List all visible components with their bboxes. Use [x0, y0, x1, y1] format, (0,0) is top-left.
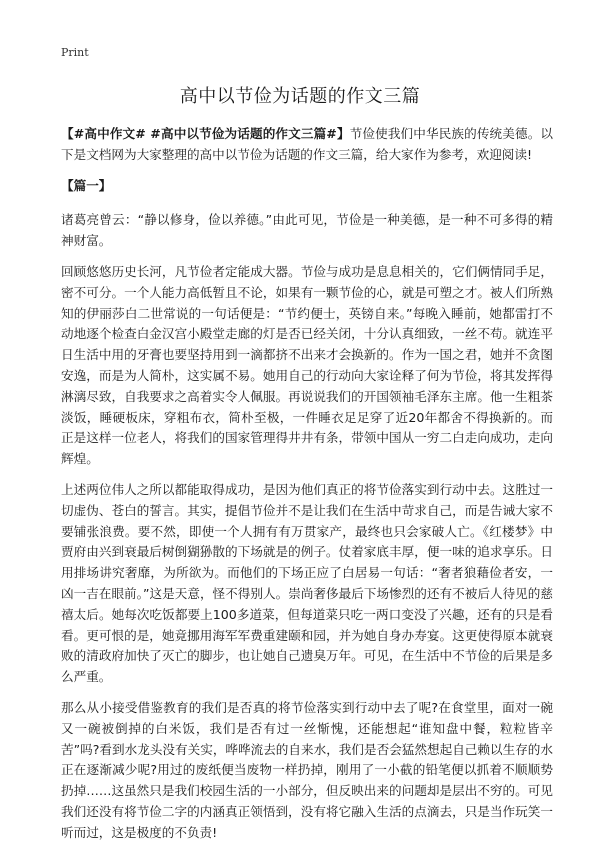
print-link[interactable]: Print — [61, 46, 89, 59]
intro-tags: 【#高中作文# #高中以节俭为话题的作文三篇#】 — [61, 126, 350, 141]
section-heading: 【篇一】 — [61, 177, 112, 193]
paragraph: 那么从小接受借鉴教育的我们是否真的将节俭落实到行动中去了呢?在食堂里，面对一碗又一碗被倒掉的白米饭，我们是否有过一丝惭愧，还能想起“谁知盘中餐，粒粒皆辛苦”吗?看到水龙头没有关实，哗哗流去的自来水，我们是否会猛然想起自己赖以生存的水正在逐渐减少呢?用过的废纸便当废物一样扔掉，刚用了一小截的铅笔便以抓着不顺顺势扔掉……这虽然只是我们校园生活的一小部分，但反映出来的问题却是层出不穷的。可见我们还没有将节俭二字的内涵真正领悟到，没有将它融入生活的点滴去，只是当作玩笑一听而过，这是极度的不负责! — [61, 699, 553, 840]
intro-text: 节俭使我们中华民族的传统美德。以下是文档网为大家整理的高中以节俭为话题的作文三篇，给大家作为参考，欢迎阅读! — [61, 126, 554, 162]
intro-paragraph — [61, 124, 553, 166]
paragraph: 回顾悠悠历史长河，凡节俭者定能成大器。节俭与成功是息息相关的，它们俩情同手足，密不可分。一个人能力高低暂且不论，如果有一颗节俭的心，就是可塑之才。被人们所熟知的伊丽莎白二世常说的一句话便是：“节约便士，英镑自来。”每晚入睡前，她都雷打不动地逐个检查白金汉宫小殿堂走廊的灯是否已经关闭，十分认真细致，一丝不苟。就连平日生活中用的牙膏也要坚持用到一滴都挤不出来才会换新的。作为一国之君，她并不贪图安逸，而是为人简朴，这实属不易。她用自己的行动向大家诠释了何为节俭，将其发挥得淋漓尽致，自我要求之高着实令人佩服。再说说我们的开国领袖毛泽东主席。他一生粗茶淡饭，睡硬板床，穿粗布衣，简朴至极，一件睡衣足足穿了近20年都舍不得换新的。而正是这样一位老人，将我们的国家管理得井井有条，带领中国从一穷二白走向成功，走向辉煌。 — [61, 263, 553, 467]
paragraph: 上述两位伟人之所以都能取得成功，是因为他们真正的将节俭落实到行动中去。这胜过一切虚伪、苍白的誓言。其实，提倡节俭并不是让我们在生活中苛求自己，而是告诫大家不要铺张浪费。要不然，即使一个人拥有有万贯家产，最终也只会家破人亡。《红楼梦》中贾府由兴到衰最后树倒猢狲散的下场就是的例子。仗着家底丰厚，便一味的追求享乐。日用排场讲究奢靡，为所欲为。而他们的下场正应了白居易一句话：“奢者狼藉俭者安，一凶一吉在眼前。”这是天意，怪不得别人。崇尚奢侈最后下场惨烈的还有不被后人待见的慈禧太后。她每次吃饭都要上100多道菜，但每道菜只吃一两口变没了兴趣，还有的只是看看。更可恨的是，她竟挪用海军军费重建颐和园，并为她自身办寿宴。这更使得原本就衰败的清政府加快了灭亡的脚步，也让她自己遗臭万年。可见，在生活中不节俭的后果是多么严重。 — [61, 481, 553, 685]
article-body — [61, 124, 553, 854]
paragraph: 诸葛亮曾云：“静以修身，俭以养德。”由此可见，节俭是一种美德，是一种不可多得的精神财富。 — [61, 212, 553, 249]
page-title: 高中以节俭为话题的作文三篇 — [179, 86, 421, 107]
